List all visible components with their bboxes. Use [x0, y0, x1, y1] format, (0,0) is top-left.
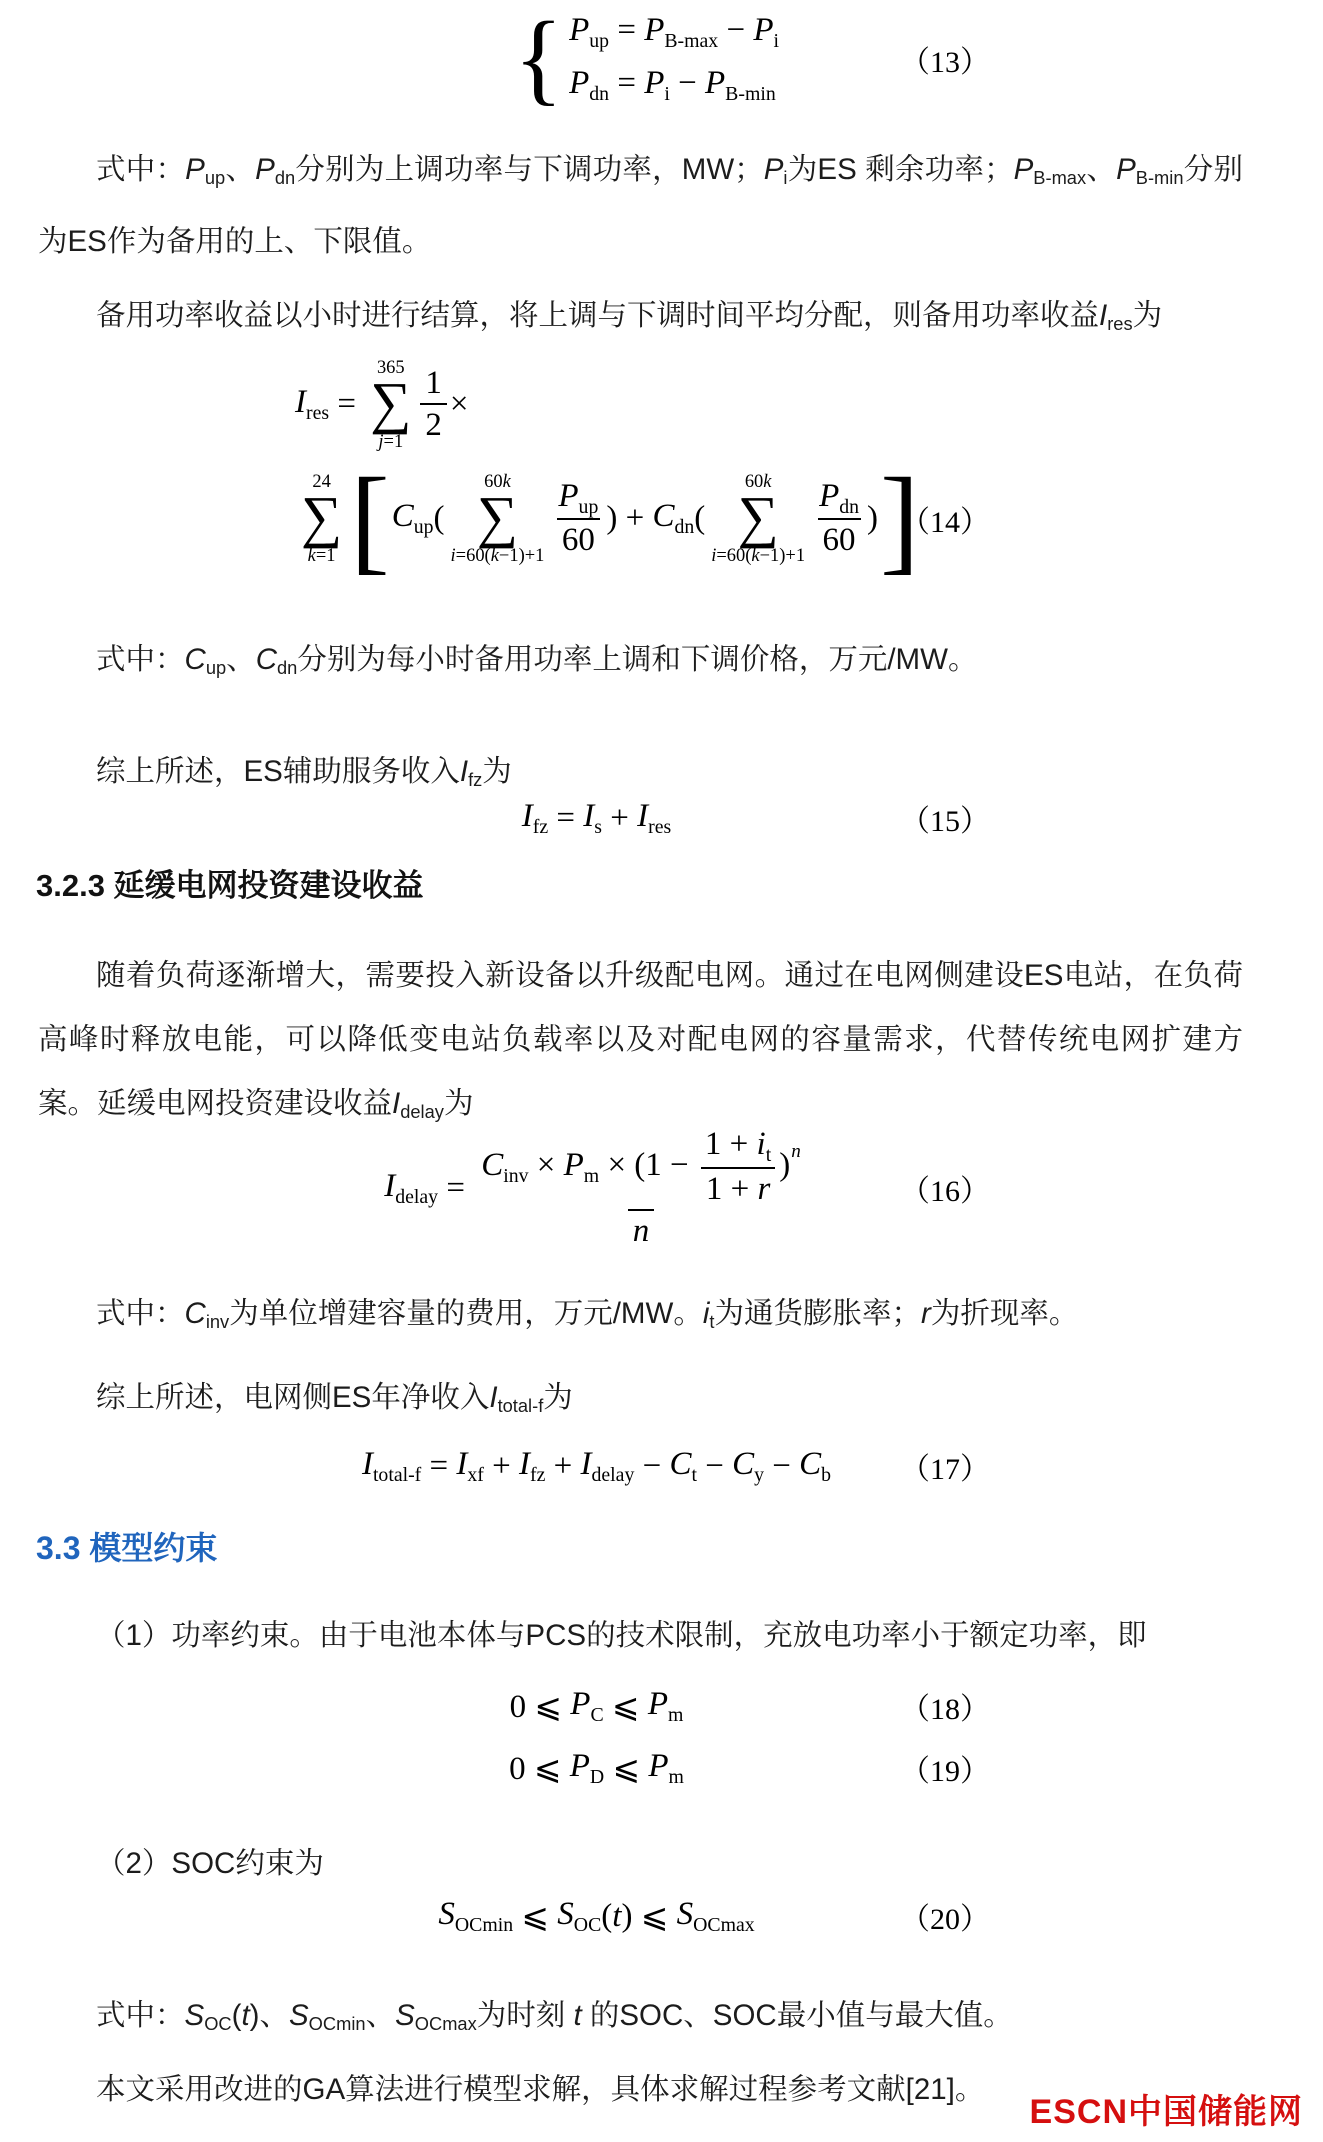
section-heading-3-2-3: 3.2.3 延缓电网投资建设收益: [36, 868, 424, 903]
equation-20-body: $S_{OCmin}$ ⩽ $S_{OC}$ ( t ) ⩽ $S_{OCmax}$: [438, 1896, 755, 1936]
equation-14-line2: [0, 452, 1323, 585]
paragraph-eq14-explanation: 式中：Cup、Cdn分别为每小时备用功率上调和下调价格，万元/MW。: [96, 643, 978, 679]
escn-watermark-logo: ESCN中国储能网: [1029, 2093, 1303, 2131]
equation-14-line2-body: 24 ∑ k=1 [ $C_{up}$ ( 60k ∑ i=60(k−1)+1 $\frac{P_{up}}{60}$ ) + $C_{dn}$ ( 60k ∑ i=60(k−1)+1 $\frac{P_{dn}}{60}$ ) ]: [301, 452, 920, 585]
equation-17-number: （17）: [900, 1453, 990, 1487]
equation-16: [0, 1126, 1323, 1251]
equation-16-body: $I_{delay}$ = $C_{inv} \times P_m \times (1$ − $\frac{1 + i_t}{1 + r}$ )$^n$ n: [384, 1126, 801, 1249]
equation-17-body: $I_{total-f}$ = $I_{xf}$ + $I_{fz}$ + $I_{delay}$ − $C_t$ − $C_y$ − $C_b$: [361, 1446, 832, 1486]
equation-19-number: （19）: [900, 1755, 990, 1789]
paragraph-reserve-income: 备用功率收益以小时进行结算，将上调与下调时间平均分配，则备用功率收益Ires为: [96, 299, 1163, 335]
paragraph-eq16-explanation: 式中：Cinv为单位增建容量的费用，万元/MW。it为通货膨胀率；r为折现率。: [96, 1297, 1079, 1333]
equation-19-body: 0 ⩽ $P_D$ ⩽ $P_m$: [509, 1748, 684, 1788]
paragraph-grid-investment: 随着负荷逐渐增大，需要投入新设备以升级配电网。通过在电网侧建设ES电站，在负荷高峰时释放电能，可以降低变电站负载率以及对配电网的容量需求，代替传统电网扩建方案。延缓电网投资建设收益Idelay为: [38, 959, 1243, 1123]
equation-17: [0, 1446, 1323, 1487]
equation-16-number: （16）: [900, 1175, 990, 1209]
equation-20: [0, 1896, 1323, 1937]
equation-14-line1-body: $I_{res}$ = 365 ∑ j=1 $\frac{1}{2}$ ×: [295, 357, 469, 452]
equation-14-line1: [0, 358, 1323, 452]
equation-13-number: （13）: [900, 45, 990, 79]
equation-13-body: { $P_{up} = P_{B-max} - P_i$ $P_{dn} = P_i - P_{B-min}$: [514, 1, 779, 115]
equation-14-number: （14）: [900, 505, 990, 539]
paragraph-power-constraint: （1）功率约束。由于电池本体与PCS的技术限制，充放电功率小于额定功率，即: [96, 1619, 1147, 1652]
equation-20-number: （20）: [900, 1903, 990, 1937]
paragraph-total-income: 综上所述，电网侧ES年净收入Itotal-f为: [96, 1381, 573, 1417]
section-heading-3-3: 3.3 模型约束: [36, 1530, 218, 1566]
paragraph-ancillary-income: 综上所述，ES辅助服务收入Ifz为: [96, 755, 512, 791]
equation-13: [0, 1, 1323, 115]
equation-19: [0, 1748, 1323, 1789]
equation-15-number: （15）: [900, 805, 990, 839]
equation-18: [0, 1686, 1323, 1727]
equation-18-number: （18）: [900, 1693, 990, 1727]
equation-18-body: 0 ⩽ $P_C$ ⩽ $P_m$: [509, 1686, 684, 1726]
paragraph-ga-algorithm: 本文采用改进的GA算法进行模型求解，具体求解过程参考文献[21]。: [96, 2073, 985, 2106]
paragraph-eq20-explanation: 式中：SOC(t)、SOCmin、SOCmax为时刻 t 的SOC、SOC最小值与最大值。: [96, 1999, 1013, 2035]
equation-15-body: $I_{fz}$ = $I_s$ + $I_{res}$: [521, 798, 672, 838]
equation-15: [0, 798, 1323, 839]
paragraph-eq13-explanation: 式中：Pup、Pdn分别为上调功率与下调功率，MW；Pi为ES 剩余功率；PB-max、PB-min分别为ES作为备用的上、下限值。: [38, 153, 1243, 259]
paragraph-soc-constraint: （2）SOC约束为: [96, 1847, 324, 1880]
